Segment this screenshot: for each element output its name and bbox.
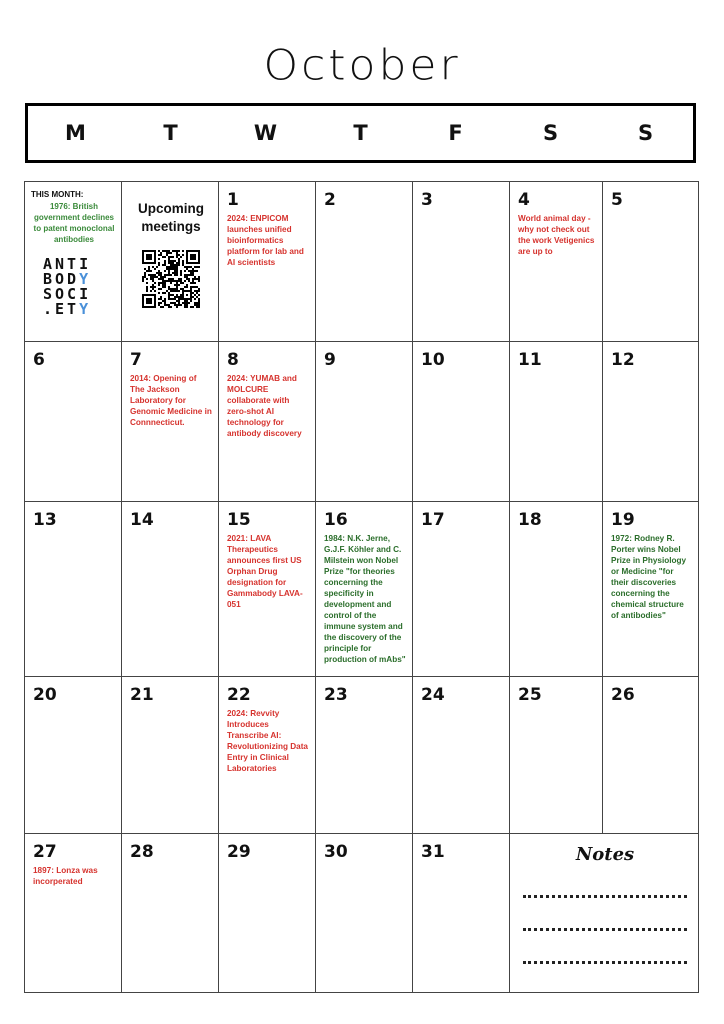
day-number: 27	[33, 842, 57, 862]
day-event: 2024: ENPICOM launches unified bioinformatics platform for lab and AI scientists	[227, 214, 304, 267]
day-number: 17	[421, 510, 445, 530]
upcoming-meetings-heading: Upcoming meetings	[138, 201, 204, 234]
day-number: 28	[130, 842, 154, 862]
this-month-label: THIS MONTH:	[31, 190, 84, 199]
day-cell-13[interactable]	[25, 502, 122, 677]
this-month-cell	[25, 182, 122, 342]
day-number: 6	[33, 350, 45, 370]
day-cell-14[interactable]	[122, 502, 219, 677]
day-cell-27[interactable]	[25, 834, 122, 992]
day-cell-17[interactable]	[413, 502, 510, 677]
notes-line-2[interactable]	[523, 910, 687, 931]
day-number: 19	[611, 510, 635, 530]
day-number: 1	[227, 190, 239, 210]
day-number: 16	[324, 510, 348, 530]
weekday-wednesday: W	[253, 121, 278, 145]
day-number: 22	[227, 685, 251, 705]
day-number: 12	[611, 350, 635, 370]
day-cell-25[interactable]	[510, 677, 603, 834]
day-number: 8	[227, 350, 239, 370]
day-number: 5	[611, 190, 623, 210]
day-number: 30	[324, 842, 348, 862]
day-cell-26[interactable]	[603, 677, 698, 834]
day-number: 2	[324, 190, 336, 210]
weekday-friday: F	[448, 121, 463, 145]
day-cell-15[interactable]	[219, 502, 316, 677]
day-cell-12[interactable]	[603, 342, 698, 502]
day-cell-21[interactable]	[122, 677, 219, 834]
day-number: 24	[421, 685, 445, 705]
day-cell-7[interactable]	[122, 342, 219, 502]
weekday-monday: M	[65, 121, 86, 145]
month-title: October	[263, 41, 461, 90]
day-number: 15	[227, 510, 251, 530]
day-number: 13	[33, 510, 57, 530]
weekday-thursday: T	[353, 121, 368, 145]
day-event: 1984: N.K. Jerne, G.J.F. Köhler and C. Milstein won Nobel Prize "for theories concerning the specificity in development and control of the immune system and the discovery of the principle for production of mAbs"	[324, 534, 406, 664]
day-event: World animal day - why not check out the work Vetigenics are up to	[518, 214, 595, 256]
weekday-saturday: S	[542, 121, 559, 145]
day-number: 10	[421, 350, 445, 370]
day-number: 11	[518, 350, 542, 370]
weekday-tuesday: T	[163, 121, 178, 145]
day-cell-3[interactable]	[413, 182, 510, 342]
day-number: 31	[421, 842, 445, 862]
day-cell-16[interactable]	[316, 502, 413, 677]
day-number: 3	[421, 190, 433, 210]
day-cell-5[interactable]	[603, 182, 698, 342]
notes-line-4[interactable]	[523, 976, 687, 992]
notes-title: Notes	[575, 844, 635, 865]
antibody-society-logo: ANTI BODY SOCI .ETY	[43, 255, 92, 318]
day-cell-22[interactable]	[219, 677, 316, 834]
day-number: 14	[130, 510, 154, 530]
day-cell-31[interactable]	[413, 834, 510, 992]
day-cell-28[interactable]	[122, 834, 219, 992]
day-number: 4	[518, 190, 530, 210]
day-event: 2021: LAVA Therapeutics announces first US Orphan Drug designation for Gammabody LAVA-051	[227, 534, 303, 609]
day-number: 25	[518, 685, 542, 705]
day-cell-24[interactable]	[413, 677, 510, 834]
day-cell-8[interactable]	[219, 342, 316, 502]
day-cell-19[interactable]	[603, 502, 698, 677]
day-event: 2024: Revvity Introduces Transcribe AI: Revolutionizing Data Entry in Clinical Laboratories	[227, 709, 308, 773]
notes-section[interactable]	[510, 834, 698, 992]
day-number: 29	[227, 842, 251, 862]
day-cell-23[interactable]	[316, 677, 413, 834]
day-cell-1[interactable]	[219, 182, 316, 342]
day-number: 21	[130, 685, 154, 705]
day-event: 2014: Opening of The Jackson Laboratory for Genomic Medicine in Connnecticut.	[130, 374, 212, 427]
day-cell-2[interactable]	[316, 182, 413, 342]
day-event: 2024: YUMAB and MOLCURE collaborate with zero-shot AI technology for antibody discovery	[227, 374, 302, 438]
day-number: 20	[33, 685, 57, 705]
weekday-header	[25, 103, 696, 163]
upcoming-meetings-cell	[122, 182, 219, 342]
day-cell-29[interactable]	[219, 834, 316, 992]
day-number: 9	[324, 350, 336, 370]
day-cell-20[interactable]	[25, 677, 122, 834]
day-cell-30[interactable]	[316, 834, 413, 992]
day-number: 7	[130, 350, 142, 370]
this-month-fact: 1976: British government declines to patent monoclonal antibodies	[33, 202, 115, 244]
notes-line-3[interactable]	[523, 943, 687, 964]
calendar-grid	[24, 181, 699, 993]
day-event: 1897: Lonza was incorperated	[33, 866, 98, 886]
day-cell-4[interactable]	[510, 182, 603, 342]
weekday-sunday: S	[637, 121, 654, 145]
notes-line-1[interactable]	[523, 877, 687, 898]
day-number: 18	[518, 510, 542, 530]
day-cell-10[interactable]	[413, 342, 510, 502]
day-cell-11[interactable]	[510, 342, 603, 502]
day-number: 23	[324, 685, 348, 705]
day-cell-6[interactable]	[25, 342, 122, 502]
qr-code-icon[interactable]	[142, 250, 200, 308]
day-cell-9[interactable]	[316, 342, 413, 502]
day-cell-18[interactable]	[510, 502, 603, 677]
day-number: 26	[611, 685, 635, 705]
day-event: 1972: Rodney R. Porter wins Nobel Prize in Physiology or Medicine "for their discoveries concerning the chemical structure of antibodies"	[611, 534, 687, 620]
